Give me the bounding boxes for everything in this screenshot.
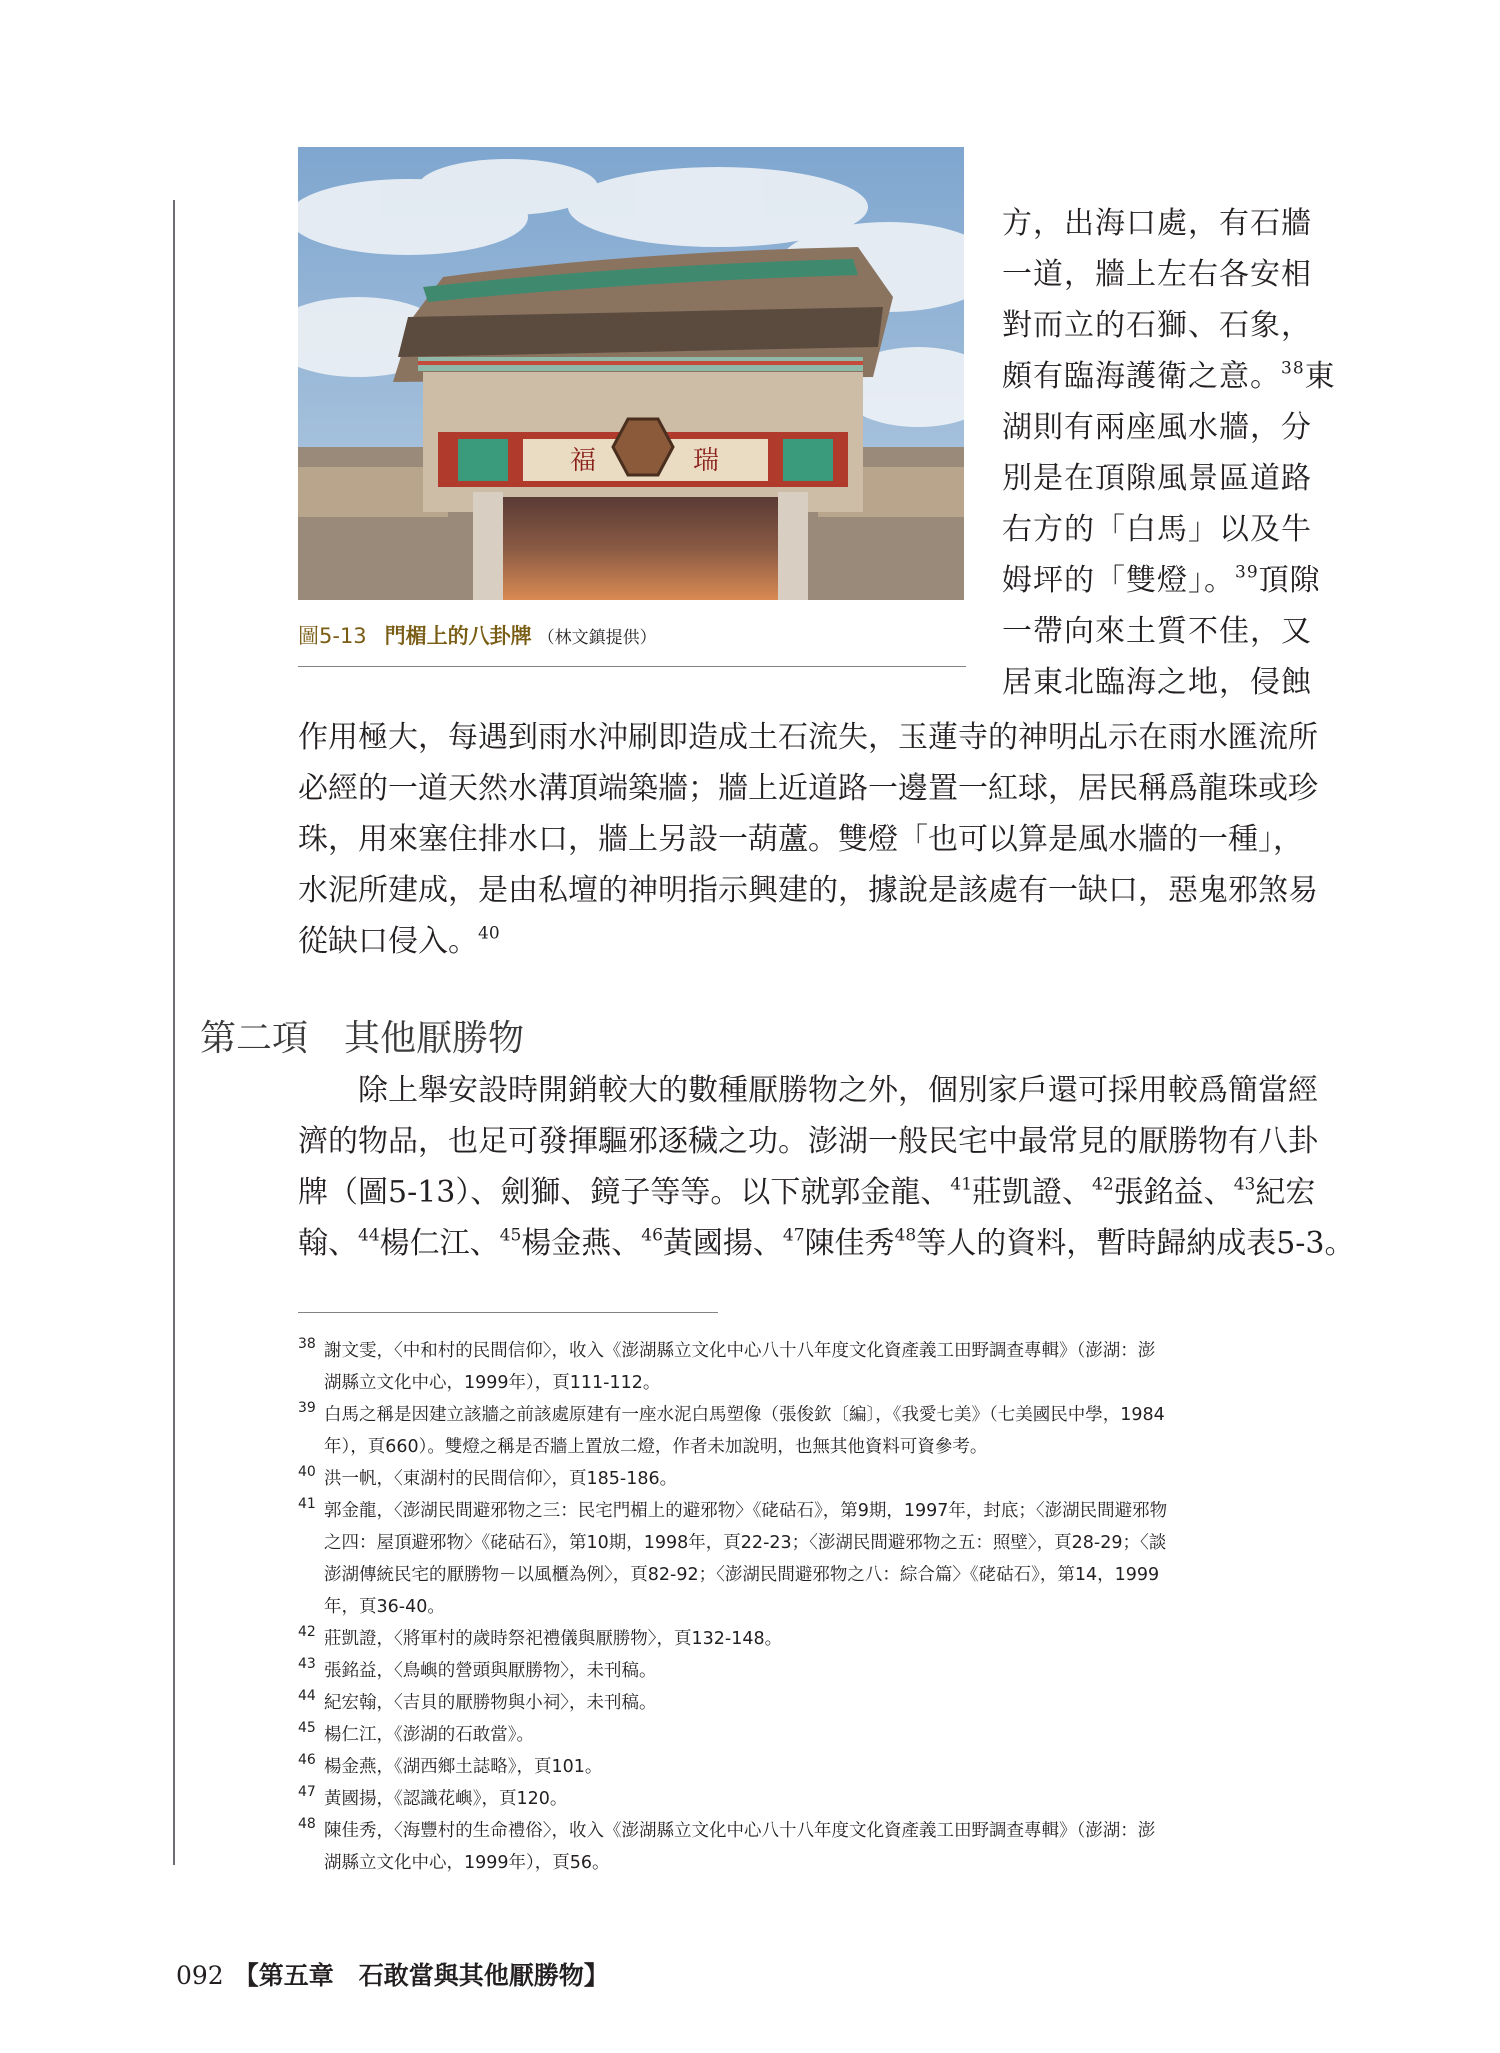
section-heading bbox=[200, 1010, 524, 1061]
wrap-text-column bbox=[1002, 198, 1336, 708]
footnote bbox=[298, 1719, 1328, 1751]
text-line: 必經的一道天然水溝頂端築牆；牆上近道路一邊置一紅球，居民稱爲龍珠或珍 bbox=[298, 771, 1318, 806]
running-footer bbox=[176, 1956, 609, 1992]
footnote-number: 41 bbox=[298, 1496, 316, 1512]
text-line: 水泥所建成，是由私壇的神明指示興建的，據說是該處有一缺口，惡鬼邪煞易 bbox=[298, 873, 1318, 908]
footnote-line: 郭金龍，〈澎湖民間避邪物之三：民宅門楣上的避邪物〉《硓𥑮石》，第9期，1997年，封底；〈澎湖民間避邪物 bbox=[324, 1501, 1168, 1521]
text-line: 右方的「白馬」以及牛 bbox=[1002, 512, 1312, 547]
footnote-line: 紀宏翰，〈吉貝的厭勝物與小祠〉，未刊稿。 bbox=[324, 1693, 657, 1713]
footnote bbox=[298, 1495, 1328, 1623]
footnote-line: 楊金燕，《湖西鄉土誌略》，頁101。 bbox=[324, 1757, 603, 1777]
text-line: 方，出海口處，有石牆 bbox=[1002, 206, 1312, 241]
caption-rule bbox=[298, 666, 966, 667]
footnote-line: 年，頁36-40。 bbox=[324, 1597, 445, 1617]
text-line: 別是在頂隙風景區道路 bbox=[1002, 461, 1312, 496]
footnote bbox=[298, 1335, 1328, 1399]
text-line: 翰、$^{44}$楊仁江、$^{45}$楊金燕、$^{46}$黃國揚、$^{47}$陳佳秀$^{48}$等人的資料，暫時歸納成表5-3。 bbox=[298, 1225, 1355, 1261]
footnote bbox=[298, 1623, 1328, 1655]
footnote-line: 張銘益，〈鳥嶼的營頭與厭勝物〉，未刊稿。 bbox=[324, 1661, 657, 1681]
footnote bbox=[298, 1751, 1328, 1783]
paragraph-1 bbox=[298, 712, 1328, 967]
text-line: 姆坪的「雙燈」。$^{39}$頂隙 bbox=[1002, 562, 1321, 598]
section-title: 其他厭勝物 bbox=[344, 1018, 525, 1059]
text-line: 一帶向來土質不佳，又 bbox=[1002, 614, 1312, 649]
footnote-line: 湖縣立文化中心，1999年），頁111-112。 bbox=[324, 1373, 661, 1393]
footnote-ref: 45 bbox=[499, 1225, 522, 1246]
chapter-title: 【第五章 石敢當與其他厭勝物】 bbox=[233, 1961, 609, 1990]
footnote bbox=[298, 1783, 1328, 1815]
text-line: 一道，牆上左右各安相 bbox=[1002, 257, 1312, 292]
footnote-ref: 41 bbox=[950, 1174, 973, 1195]
footnote-number: 39 bbox=[298, 1400, 316, 1416]
footnote-ref: 39 bbox=[1235, 562, 1259, 583]
text-line: 對而立的石獅、石象， bbox=[1002, 308, 1312, 343]
footnote bbox=[298, 1399, 1328, 1463]
text-line: 珠，用來塞住排水口，牆上另設一葫蘆。雙燈「也可以算是風水牆的一種」， bbox=[298, 822, 1303, 857]
footnote bbox=[298, 1815, 1328, 1879]
footnote-number: 44 bbox=[298, 1688, 316, 1704]
footnote-line: 年），頁660）。雙燈之稱是否牆上置放二燈，作者未加說明，也無其他資料可資參考。 bbox=[324, 1437, 988, 1457]
text-line: 除上舉安設時開銷較大的數種厭勝物之外，個別家戶還可採用較爲簡當經 bbox=[298, 1073, 1318, 1108]
footnote-ref: 42 bbox=[1092, 1174, 1114, 1195]
footnote-line: 洪一帆，〈東湖村的民間信仰〉，頁185-186。 bbox=[324, 1469, 678, 1489]
text-line: 湖則有兩座風水牆，分 bbox=[1002, 410, 1312, 445]
footnote-line: 黃國揚，《認識花嶼》，頁120。 bbox=[324, 1789, 568, 1809]
footnote bbox=[298, 1655, 1328, 1687]
footnote-line: 湖縣立文化中心，1999年），頁56。 bbox=[324, 1853, 610, 1873]
text-line: 頗有臨海護衛之意。$^{38}$東 bbox=[1002, 358, 1336, 394]
margin-rule bbox=[173, 200, 175, 1865]
figure-credit: （林文鎮提供） bbox=[537, 628, 657, 648]
text-line: 作用極大，每遇到雨水沖刷即造成土石流失，玉蓮寺的神明乩示在雨水匯流所 bbox=[298, 720, 1318, 755]
paragraph-2 bbox=[298, 1065, 1355, 1269]
plaque-char-2: 瑞 bbox=[693, 446, 720, 476]
footnote-number: 42 bbox=[298, 1624, 316, 1640]
text-line: 居東北臨海之地，侵蝕 bbox=[1002, 665, 1312, 700]
footnote-number: 38 bbox=[298, 1336, 316, 1352]
footnote-line: 謝文雯，〈中和村的民間信仰〉，收入《澎湖縣立文化中心八十八年度文化資產義工田野調查專輯》（澎湖：澎 bbox=[324, 1341, 1156, 1361]
footnote-line: 楊仁江，《澎湖的石敢當》。 bbox=[324, 1725, 534, 1745]
footnote-line: 莊凱證，〈將軍村的歲時祭祀禮儀與厭勝物〉，頁132-148。 bbox=[324, 1629, 783, 1649]
footnote-line: 之四：屋頂避邪物〉《硓𥑮石》，第10期，1998年，頁22-23；〈澎湖民間避邪物之五：照壁〉，頁28-29；〈談 bbox=[324, 1533, 1167, 1553]
text-line: 濟的物品，也足可發揮驅邪逐穢之功。澎湖一般民宅中最常見的厭勝物有八卦 bbox=[298, 1124, 1318, 1159]
footnote-rule bbox=[298, 1312, 718, 1313]
footnote bbox=[298, 1463, 1328, 1495]
footnote-ref: 38 bbox=[1281, 358, 1305, 379]
footnote-ref: 40 bbox=[478, 923, 500, 944]
footnote-line: 陳佳秀，〈海豐村的生命禮俗〉，收入《澎湖縣立文化中心八十八年度文化資產義工田野調查專輯》（澎湖：澎 bbox=[324, 1821, 1156, 1841]
footnote-number: 48 bbox=[298, 1816, 316, 1832]
footnote-ref: 46 bbox=[641, 1225, 663, 1246]
section-number: 第二項 bbox=[200, 1018, 309, 1059]
plaque-char-1: 福 bbox=[570, 446, 597, 476]
footnotes bbox=[298, 1335, 1328, 1879]
footnote-ref: 44 bbox=[358, 1225, 380, 1246]
footnote-ref: 48 bbox=[894, 1225, 917, 1246]
footnote-number: 40 bbox=[298, 1464, 316, 1480]
figure-number: 圖5-13 bbox=[298, 624, 367, 648]
page-number: 092 bbox=[176, 1961, 224, 1990]
gate-photo bbox=[298, 147, 964, 600]
text-line: 從缺口侵入。$^{40}$ bbox=[298, 923, 500, 959]
footnote-number: 47 bbox=[298, 1784, 316, 1800]
figure-title: 門楣上的八卦牌 bbox=[384, 624, 532, 648]
figure-caption bbox=[298, 620, 657, 650]
footnote-number: 43 bbox=[298, 1656, 316, 1672]
footnote-line: 白馬之稱是因建立該牆之前該處原建有一座水泥白馬塑像（張俊欽〔編〕，《我愛七美》（七美國民中學，1984 bbox=[324, 1405, 1165, 1425]
footnote-number: 46 bbox=[298, 1752, 316, 1768]
footnote-number: 45 bbox=[298, 1720, 316, 1736]
footnote-ref: 43 bbox=[1233, 1174, 1256, 1195]
footnote-ref: 47 bbox=[782, 1225, 805, 1246]
footnote-line: 澎湖傳統民宅的厭勝物－以風櫃為例〉，頁82-92；〈澎湖民間避邪物之八：綜合篇〉《硓𥑮石》，第14，1999 bbox=[324, 1565, 1160, 1585]
text-line: 牌（圖5-13）、劍獅、鏡子等等。以下就郭金龍、$^{41}$莊凱證、$^{42}$張銘益、$^{43}$紀宏 bbox=[298, 1174, 1316, 1210]
footnote bbox=[298, 1687, 1328, 1719]
